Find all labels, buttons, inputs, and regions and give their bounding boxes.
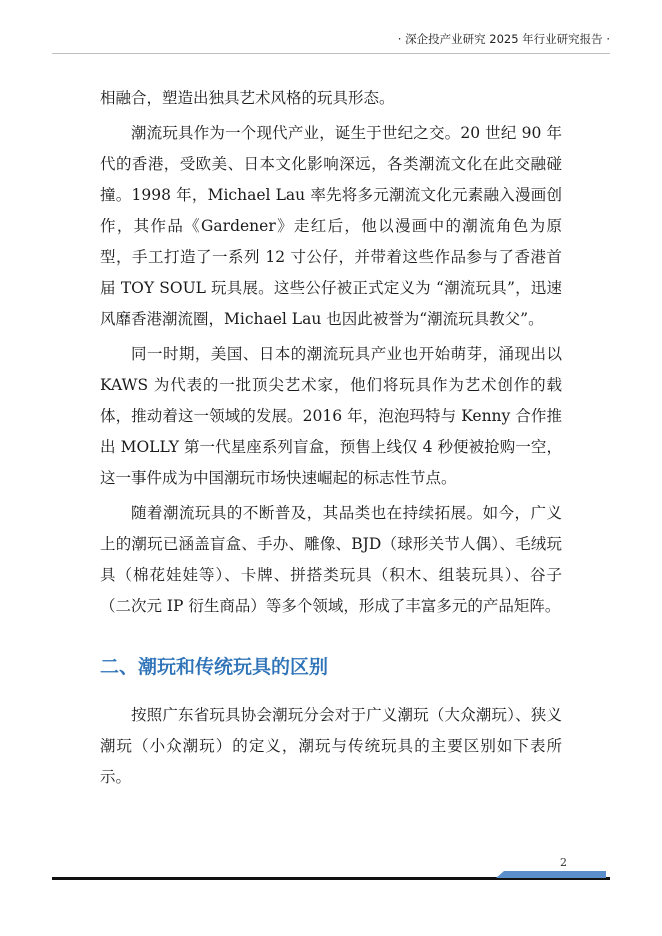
section-heading: 二、潮玩和传统玩具的区别 [100,656,329,678]
paragraph-categories: 随着潮流玩具的不断普及，其品类也在持续拓展。如今，广义上的潮玩已涵盖盲盒、手办、雕像、BJD（球形关节人偶）、毛绒玩具（棉花娃娃等）、卡牌、拼搭类玩具（积木、组装玩具）、谷子（二次元 IP 衍生商品）等多个领域，形成了丰富多元的产品矩阵。 [100,504,562,615]
paragraph-development: 同一时期，美国、日本的潮流玩具产业也开始萌芽，涌现出以 KAWS 为代表的一批顶尖艺术家，他们将玩具作为艺术创作的载体，推动着这一领域的发展。2016 年，泡泡玛特与 Kenny 合作推出 MOLLY 第一代星座系列盲盒，预售上线仅 4 秒便被抢购一空，这一事件成为中国潮玩市场快速崛起的标志性节点。 [100,345,562,487]
header-divider [52,53,610,54]
paragraph-continuation: 相融合，塑造出独具艺术风格的玩具形态。 [100,89,395,107]
document-body [100,83,562,797]
paragraph-definition: 按照广东省玩具协会潮玩分会对于广义潮玩（大众潮玩）、狭义潮玩（小众潮玩）的定义，潮玩与传统玩具的主要区别如下表所示。 [100,706,562,786]
footer-accent-tab [496,871,606,878]
running-header: · 深企投产业研究 2025 年行业研究报告 · [397,32,610,46]
page-number: 2 [560,856,567,869]
paragraph-origin: 潮流玩具作为一个现代产业，诞生于世纪之交。20 世纪 90 年代的香港，受欧美、日本文化影响深远，各类潮流文化在此交融碰撞。1998 年，Michael Lau 率先将多元潮流文化元素融入漫画创作，其作品《Gardener》走红后，他以漫画中的潮流角色为原型，手工打造了一系列 12 寸公仔，并带着这些作品参与了香港首届 TOY SOUL 玩具展。这些公仔被正式定义为 “潮流玩具”，迅速风靡香港潮流圈，Michael Lau 也因此被誉为“潮流玩具教父”。 [100,124,562,328]
